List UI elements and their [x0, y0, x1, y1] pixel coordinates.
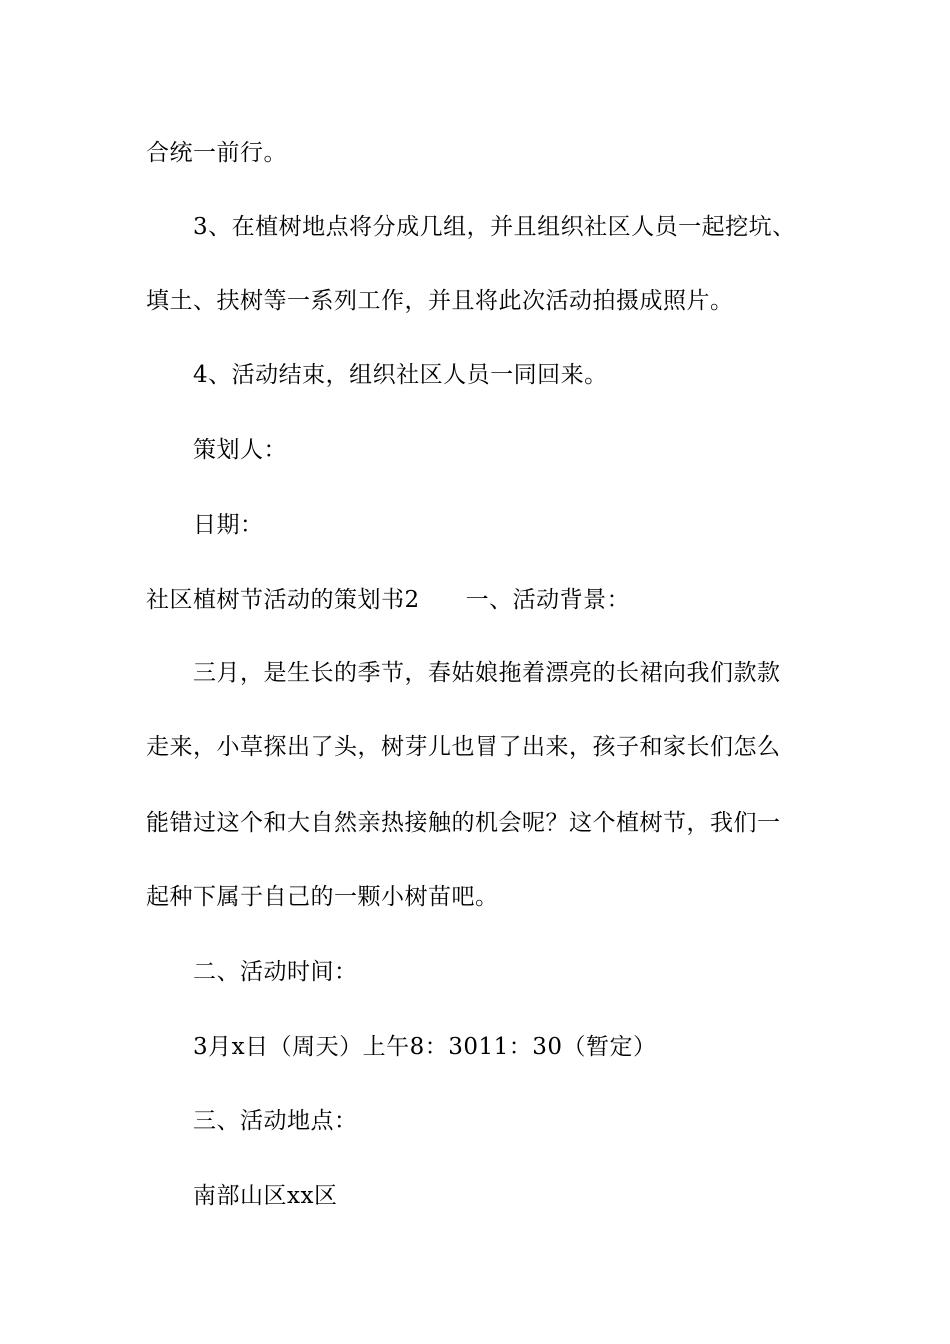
paragraph-line: 4、活动结束，组织社区人员一同回来。 — [193, 362, 608, 388]
paragraph-line: 3月x日（周天）上午8：3011：30（暂定） — [193, 1034, 657, 1060]
paragraph-line: 南部山区xx区 — [193, 1183, 338, 1209]
paragraph-line: 填土、扶树等一系列工作，并且将此次活动拍摄成照片。 — [146, 288, 734, 314]
paragraph-line: 能错过这个和大自然亲热接触的机会呢？这个植树节，我们一 — [146, 810, 781, 836]
paragraph-line: 合统一前行。 — [146, 140, 287, 166]
planner-label: 策划人： — [193, 437, 287, 463]
section-heading: 三、活动地点： — [193, 1108, 358, 1134]
section-heading: 二、活动时间： — [193, 959, 358, 985]
paragraph-line: 3、在植树地点将分成几组，并且组织社区人员一起挖坑、 — [193, 214, 796, 240]
date-label: 日期： — [193, 512, 264, 538]
document-title: 社区植树节活动的策划书2 — [146, 587, 420, 613]
section-heading-line — [146, 585, 630, 615]
paragraph-line: 起种下属于自己的一颗小树苗吧。 — [146, 884, 499, 910]
paragraph-line: 三月，是生长的季节，春姑娘拖着漂亮的长裙向我们款款 — [193, 660, 781, 686]
section-heading: 一、活动背景： — [465, 587, 631, 613]
paragraph-line: 走来，小草探出了头，树芽儿也冒了出来，孩子和家长们怎么 — [146, 734, 781, 760]
